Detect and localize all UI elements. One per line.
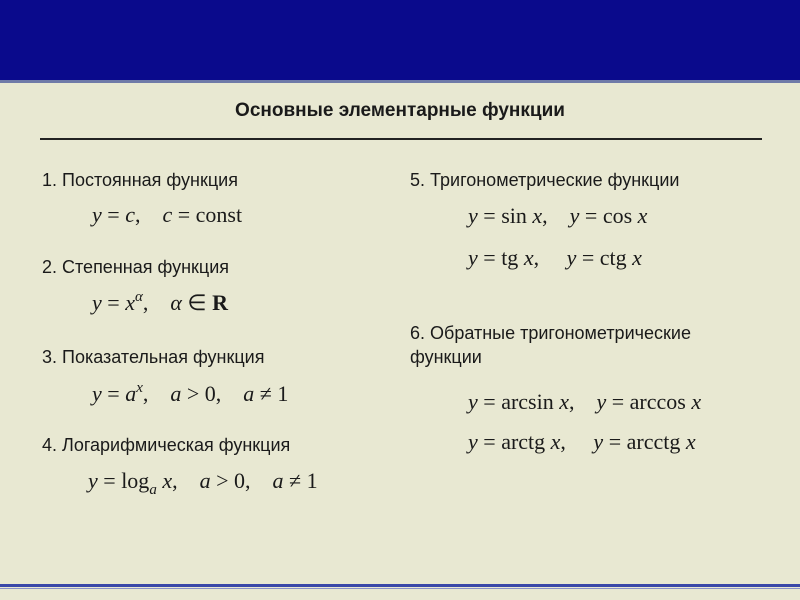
item-4-formula: $y = \log_a x$, a > 0, a ≠ 1 [88,468,318,498]
title-underline [40,138,762,140]
item-5-formula-row1: y = sin x, y = cos x [468,203,648,228]
item-6-formula-row2: y = arctg x, y = arcctg x [468,429,696,454]
bottom-rule-thin [0,588,800,589]
item-6-formula-row1: y = arcsin x, y = arccos x [468,389,702,414]
item-1-formula: y = c, c = const [92,202,243,227]
bottom-rule [0,584,800,587]
item-3-label: 3. Показательная функция [42,347,265,367]
item-1-label: 1. Постоянная функция [42,170,238,190]
top-banner-edge [0,80,800,83]
item-2-label: 2. Степенная функция [42,257,229,277]
item-5-formula-row2: y = tg x, y = ctg x [468,245,642,270]
page-title: Основные элементарные функции [235,100,565,121]
item-4-label: 4. Логарифмическая функция [42,435,291,455]
item-6-label-line1: 6. Обратные тригонометрические [410,323,691,343]
item-3-formula: $y = a^x$, a > 0, a ≠ 1 [92,380,289,406]
top-banner [0,0,800,80]
item-6-label-line2: функции [410,347,482,367]
item-2-formula: $y = x^\alpha$, α ∈ R [92,289,228,315]
item-5-label: 5. Тригонометрические функции [410,170,680,190]
